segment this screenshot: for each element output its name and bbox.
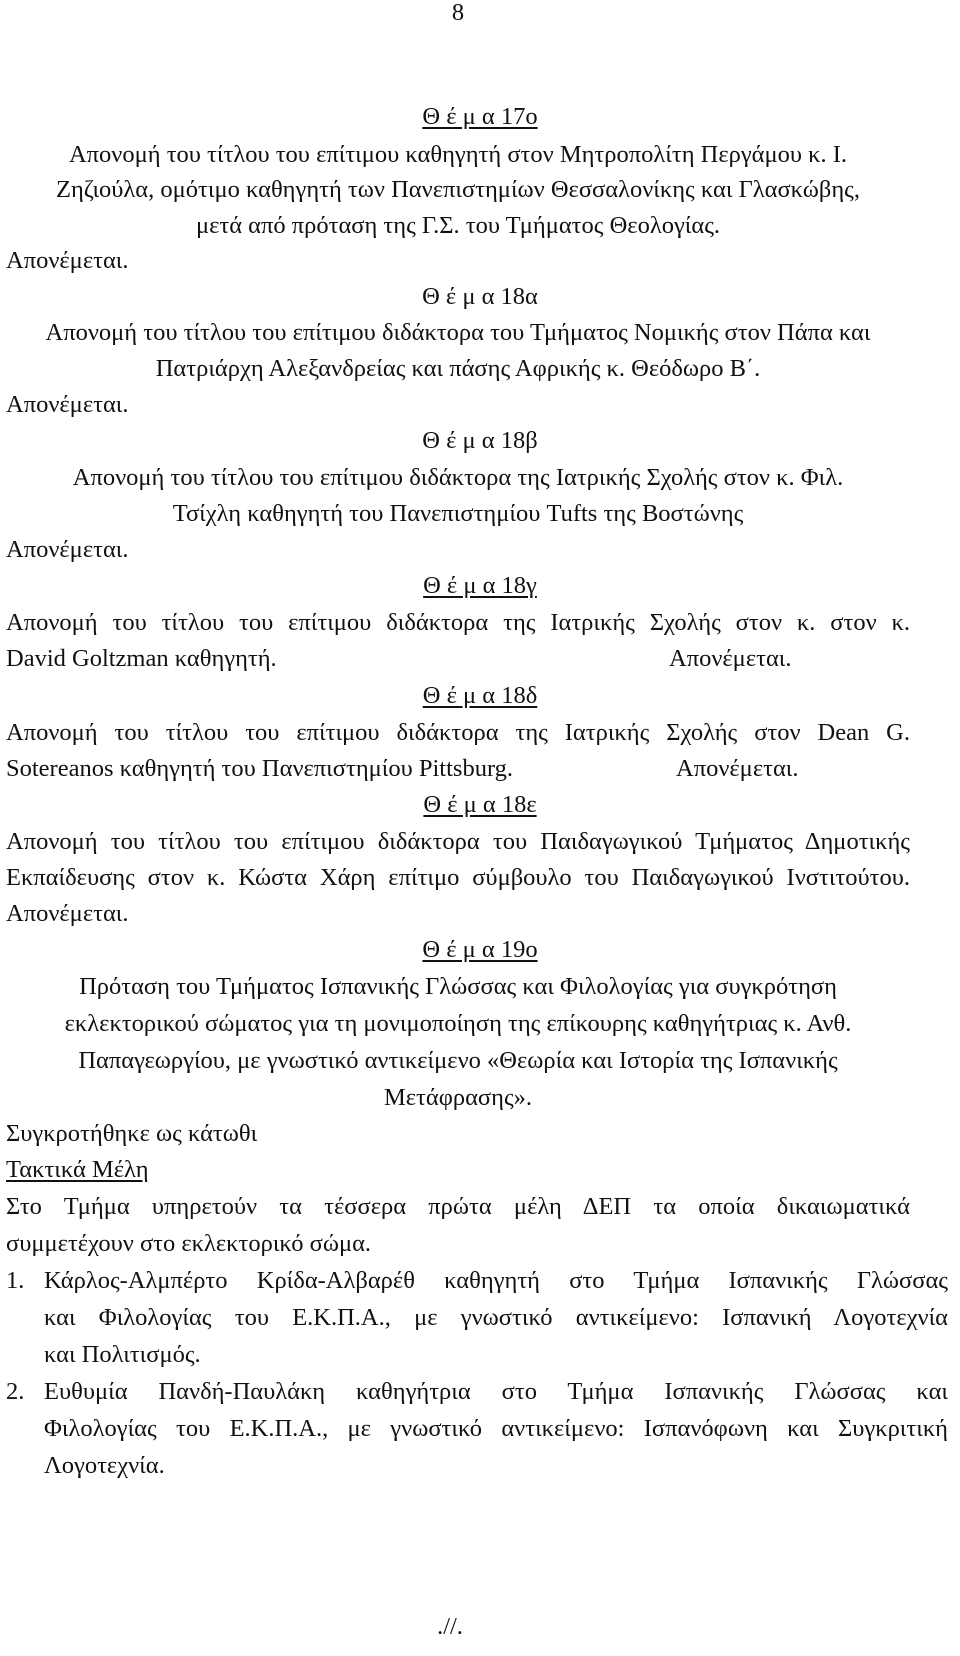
list-item-line: Ευθυμία Πανδή-Παυλάκη καθηγήτρια στο Τμήμα Ισπανικής Γλώσσας και <box>44 1378 948 1405</box>
topic-18b-line-1: Απονομή του τίτλου του επίτιμου διδάκτορα της Ιατρικής Σχολής στον κ. Φιλ. <box>72 464 844 491</box>
list-item-line: Φιλολογίας του Ε.Κ.Π.Α., με γνωστικό αντικείμενο: Ισπανόφωνη και Συγκριτική <box>44 1415 948 1442</box>
topic-18a-result: Απονέμεται. <box>6 391 129 418</box>
topic-18b-heading: Θ έ μ α 18β <box>422 427 538 454</box>
topic-18d-heading: Θ έ μ α 18δ <box>422 682 538 709</box>
topic-19-line-4: Μετάφρασης». <box>383 1084 533 1111</box>
topic-18e-heading: Θ έ μ α 18ε <box>423 791 537 818</box>
topic-18b-line-2: Τσίχλη καθηγητή του Πανεπιστημίου Tufts της Βοστώνης <box>172 500 744 527</box>
topic-18d-line-1: Απονομή του τίτλου του επίτιμου διδάκτορα της Ιατρικής Σχολής στον Dean G. <box>6 719 910 746</box>
topic-17-line-1: Απονομή του τίτλου του επίτιμου καθηγητή στον Μητροπολίτη Περγάμου κ. Ι. <box>68 141 848 168</box>
regular-members-heading: Τακτικά Μέλη <box>6 1156 149 1183</box>
topic-18b-result: Απονέμεται. <box>6 536 129 563</box>
formed-heading: Συγκροτήθηκε ως κάτωθι <box>6 1120 258 1147</box>
list-item-line: και Πολιτισμός. <box>44 1341 201 1368</box>
topic-18e-result: Απονέμεται. <box>6 900 129 927</box>
topic-18c-line-2: David Goltzman καθηγητή. <box>6 645 277 672</box>
topic-18e-line-1: Απονομή του τίτλου του επίτιμου διδάκτορα του Παιδαγωγικού Τμήματος Δημοτικής <box>6 828 910 855</box>
topic-17-line-3: μετά από πρόταση της Γ.Σ. του Τμήματος Θεολογίας. <box>195 212 721 239</box>
topic-18a-line-2: Πατριάρχη Αλεξανδρείας και πάσης Αφρικής κ. Θεόδωρο Β΄. <box>155 355 761 382</box>
list-item-line: Κάρλος-Αλμπέρτο Κρίδα-Αλβαρέθ καθηγητή στο Τμήμα Ισπανικής Γλώσσας <box>44 1267 948 1294</box>
intro-line-1: Στο Τμήμα υπηρετούν τα τέσσερα πρώτα μέλη ΔΕΠ τα οποία δικαιωματικά <box>6 1193 910 1220</box>
list-item-number: 2. <box>6 1378 25 1405</box>
topic-17-result: Απονέμεται. <box>6 247 129 274</box>
topic-18c-result: Απονέμεται. <box>669 645 792 672</box>
list-item-number: 1. <box>6 1267 25 1294</box>
topic-18c-line-1: Απονομή του τίτλου του επίτιμου διδάκτορα της Ιατρικής Σχολής στον κ. στον κ. <box>6 609 910 636</box>
topic-17-heading: Θ έ μ α 17ο <box>422 103 538 130</box>
topic-18a-line-1: Απονομή του τίτλου του επίτιμου διδάκτορα του Τμήματος Νομικής στον Πάπα και <box>45 319 871 346</box>
topic-19-line-3: Παπαγεωργίου, με γνωστικό αντικείμενο «Θεωρία και Ιστορία της Ισπανικής <box>78 1047 838 1074</box>
page-number: 8 <box>451 0 465 26</box>
topic-18c-heading: Θ έ μ α 18γ <box>423 572 537 599</box>
topic-18d-line-2: Sotereanos καθηγητή του Πανεπιστημίου Pittsburg. <box>6 755 514 782</box>
topic-17-line-2: Ζηζιούλα, ομότιμο καθηγητή των Πανεπιστημίων Θεσσαλονίκης και Γλασκώβης, <box>55 176 861 203</box>
intro-line-2: συμμετέχουν στο εκλεκτορικό σώμα. <box>6 1230 372 1257</box>
topic-18d-result: Απονέμεται. <box>676 755 799 782</box>
list-item-line: και Φιλολογίας του Ε.Κ.Π.Α., με γνωστικό αντικείμενο: Ισπανική Λογοτεχνία <box>44 1304 948 1331</box>
topic-18e-line-2: Εκπαίδευσης στον κ. Κώστα Χάρη επίτιμο σύμβουλο του Παιδαγωγικού Ινστιτούτου. <box>6 864 910 891</box>
list-item-line: Λογοτεχνία. <box>44 1452 165 1479</box>
topic-19-line-2: εκλεκτορικού σώματος για τη μονιμοποίηση της επίκουρης καθηγήτριας κ. Ανθ. <box>64 1010 852 1037</box>
topic-19-heading: Θ έ μ α 19ο <box>422 936 538 963</box>
topic-19-line-1: Πρόταση του Τμήματος Ισπανικής Γλώσσας και Φιλολογίας για συγκρότηση <box>79 973 837 1000</box>
topic-18a-heading: Θ έ μ α 18α <box>422 283 538 310</box>
end-mark: .//. <box>437 1613 463 1640</box>
